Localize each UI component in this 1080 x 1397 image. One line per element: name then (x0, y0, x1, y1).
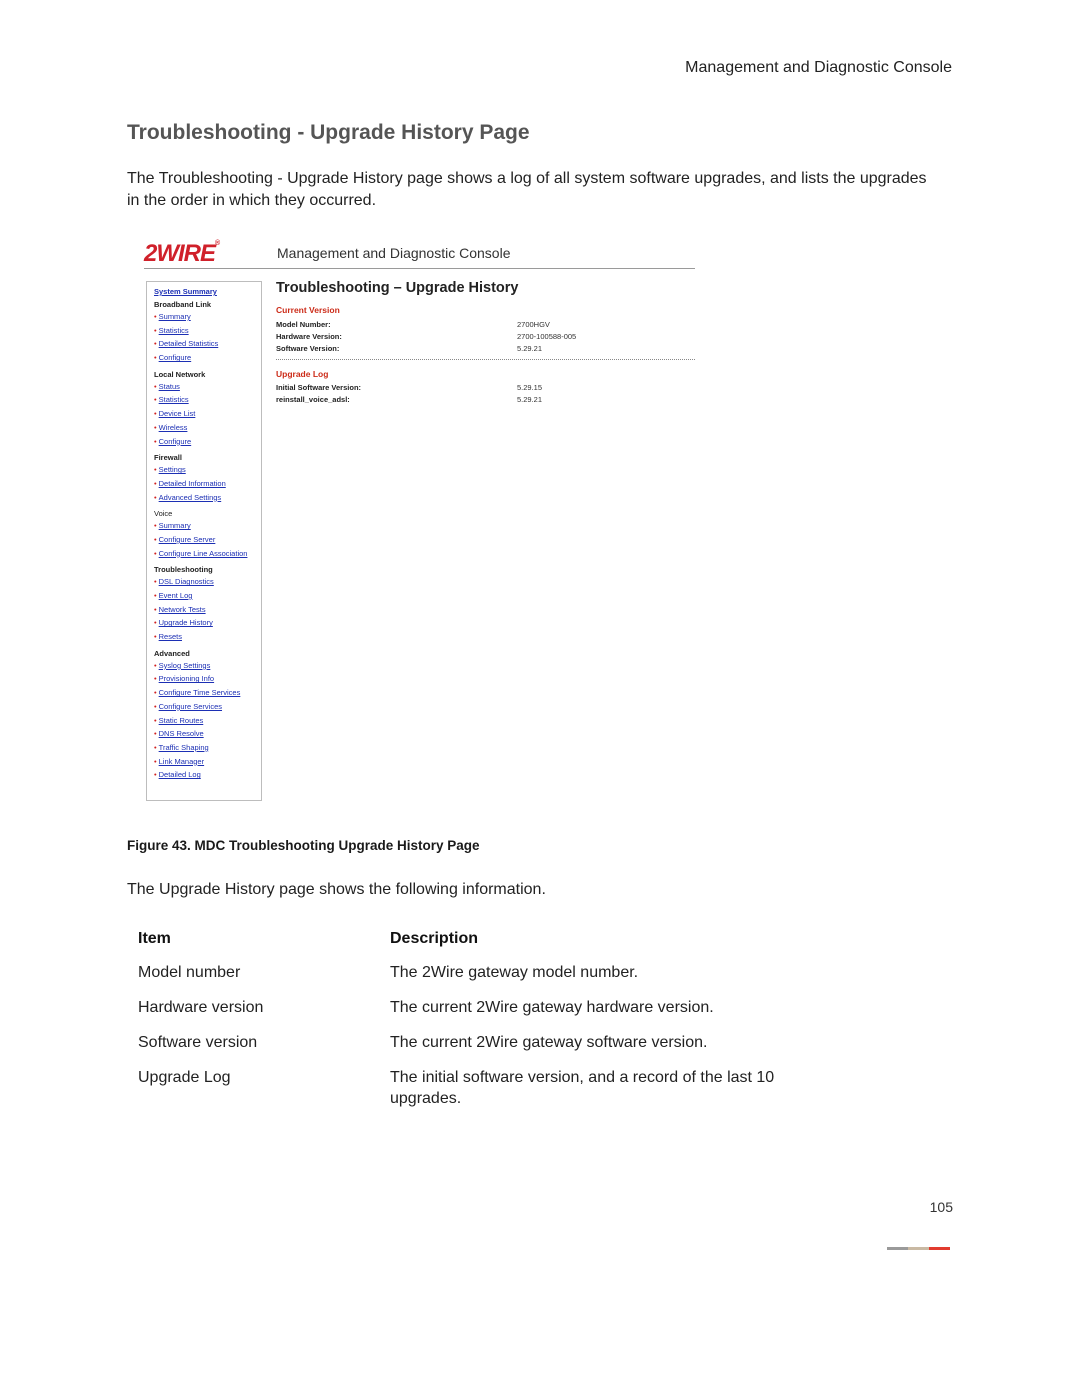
sidebar-link-label: Detailed Log (158, 770, 201, 780)
sidebar-link[interactable] (154, 533, 261, 547)
bullet-icon: • (154, 325, 157, 335)
intro-paragraph: The Troubleshooting - Upgrade History page shows a log of all system software upgrades, and lists the upgrades in the order in which they occurred. (127, 170, 927, 209)
bullet-icon: • (154, 591, 157, 600)
bullet-icon: • (154, 729, 157, 739)
page-number: 105 (929, 1199, 953, 1215)
model-number-value: 2700HGV (517, 320, 550, 329)
hardware-version-label: Hardware Version: (276, 332, 342, 341)
bullet-icon: • (154, 339, 157, 349)
sidebar-link[interactable] (154, 727, 261, 741)
console-title: Management and Diagnostic Console (277, 245, 511, 261)
sidebar-group-heading: Local Network (154, 369, 206, 379)
bullet-icon: • (154, 353, 157, 363)
sidebar-link-label: Traffic Shaping (158, 742, 209, 752)
sidebar-link-label: Configure Services (158, 701, 223, 711)
sidebar-link-label: Configure (158, 436, 192, 446)
bullet-icon: • (154, 770, 157, 780)
bullet-icon: • (154, 534, 157, 544)
reinstall-value: 5.29.21 (517, 395, 543, 404)
footer-color-bar (887, 1247, 950, 1250)
sidebar-group-heading: Broadband Link (154, 300, 212, 309)
sidebar-group (154, 509, 261, 560)
bullet-icon: • (154, 381, 157, 391)
sidebar-link[interactable] (154, 324, 261, 338)
sidebar-link-label: Configure Line Association (158, 548, 248, 558)
sidebar-group (154, 565, 261, 643)
info-table (130, 930, 830, 1123)
sidebar-link-label: Configure Time Services (158, 688, 241, 698)
row-description: The current 2Wire gateway hardware version. (390, 999, 714, 1016)
page-title: Troubleshooting - Upgrade History Page (127, 121, 530, 144)
sidebar-link-label: Detailed Information (158, 478, 226, 488)
sidebar-link-label: Provisioning Info (158, 674, 215, 684)
bullet-icon: • (154, 521, 157, 531)
header-divider (144, 268, 695, 269)
sidebar-link-label: Static Routes (158, 715, 204, 725)
sidebar-link-label: Wireless (158, 422, 188, 432)
bullet-icon: • (154, 465, 157, 475)
row-description: The initial software version, and a record of the last 10 upgrades. (390, 1069, 775, 1107)
upgrade-log-heading: Upgrade Log (276, 369, 329, 379)
sidebar-link[interactable] (154, 421, 261, 435)
software-version-label: Software Version: (276, 344, 340, 353)
sidebar-group (154, 649, 261, 782)
software-version-value: 5.29.21 (517, 344, 543, 353)
bullet-icon: • (154, 742, 157, 752)
sidebar-link[interactable] (154, 616, 261, 630)
sidebar-nav (146, 281, 262, 801)
bullet-icon: • (154, 478, 157, 488)
bullet-icon: • (154, 715, 157, 725)
sidebar-link[interactable] (154, 700, 261, 714)
sidebar-link[interactable] (154, 393, 261, 407)
sidebar-group-heading: Advanced (154, 648, 190, 658)
sidebar-link[interactable] (154, 714, 261, 728)
initial-software-label: Initial Software Version: (276, 383, 362, 392)
sidebar-link-label: Configure (158, 353, 192, 363)
info-paragraph: The Upgrade History page shows the following information. (127, 881, 546, 898)
figure-caption: Figure 43. MDC Troubleshooting Upgrade History Page (127, 838, 480, 853)
row-item: Model number (138, 964, 241, 981)
sidebar-link[interactable] (154, 659, 261, 673)
footer-bar-seg-1 (887, 1247, 908, 1250)
footer-bar-seg-2 (908, 1247, 929, 1250)
bullet-icon: • (154, 604, 157, 614)
initial-software-value: 5.29.15 (517, 383, 543, 392)
sidebar-link-label: Syslog Settings (158, 660, 211, 670)
sidebar-link[interactable] (154, 630, 261, 644)
reinstall-label: reinstall_voice_adsl: (276, 395, 350, 404)
sidebar-group (154, 370, 261, 448)
bullet-icon: • (154, 409, 157, 419)
bullet-icon: • (154, 618, 157, 628)
row-item: Upgrade Log (138, 1069, 231, 1086)
sidebar-group-heading: Troubleshooting (154, 565, 213, 575)
bullet-icon: • (154, 632, 157, 642)
sidebar-link-label: Statistics (158, 325, 189, 335)
bullet-icon: • (154, 688, 157, 698)
hardware-version-value: 2700-100588-005 (517, 332, 577, 341)
current-version-heading: Current Version (276, 305, 340, 315)
sidebar-link-label: Statistics (158, 395, 189, 405)
sidebar-group-heading: Voice (154, 509, 173, 519)
sidebar-link[interactable] (154, 686, 261, 700)
header-item: Item (138, 930, 171, 947)
sidebar-link[interactable] (154, 547, 261, 561)
sidebar-link[interactable] (154, 337, 261, 351)
sidebar-link-label: DNS Resolve (158, 729, 204, 739)
sidebar-link[interactable] (154, 603, 261, 617)
bullet-icon: • (154, 577, 157, 587)
table-header-row (130, 930, 830, 962)
bullet-icon: • (154, 492, 157, 502)
sidebar-link[interactable] (154, 380, 261, 394)
sidebar-link-label: Status (158, 381, 180, 391)
sidebar-link-label: Network Tests (158, 604, 206, 614)
sidebar-link-label: Event Log (158, 591, 193, 600)
row-item: Software version (138, 1034, 258, 1051)
sidebar-link-label: Summary (158, 312, 191, 321)
row-description: The 2Wire gateway model number. (390, 964, 639, 981)
sidebar-link-label: Summary (158, 521, 191, 531)
bullet-icon: • (154, 756, 157, 766)
sidebar-link[interactable] (154, 435, 261, 449)
row-description: The current 2Wire gateway software version. (390, 1034, 708, 1051)
mdc-screenshot (140, 236, 700, 808)
sidebar-link[interactable] (154, 768, 261, 782)
bullet-icon: • (154, 660, 157, 670)
sidebar-link-label: Configure Server (158, 534, 216, 544)
mdc-page-title: Troubleshooting – Upgrade History (276, 280, 519, 296)
table-row (130, 1032, 830, 1067)
sidebar-link-label: Device List (158, 409, 196, 419)
sidebar-link[interactable] (154, 755, 261, 769)
sidebar-link-label: Advanced Settings (158, 492, 222, 502)
sidebar-link-label: Upgrade History (158, 618, 213, 628)
sidebar-link-label: DSL Diagnostics (158, 577, 214, 587)
sidebar-link[interactable] (154, 463, 261, 477)
sidebar-link[interactable] (154, 741, 261, 755)
dotted-divider (276, 359, 695, 360)
sidebar-link-label: Link Manager (158, 756, 205, 766)
sidebar-link[interactable] (154, 477, 261, 491)
sidebar-link-label: Detailed Statistics (158, 339, 219, 349)
table-row (130, 997, 830, 1032)
model-number-label: Model Number: (276, 320, 331, 329)
sidebar-link[interactable] (154, 575, 261, 589)
bullet-icon: • (154, 674, 157, 684)
sidebar-link-label: Resets (158, 632, 182, 642)
running-header: Management and Diagnostic Console (685, 59, 952, 76)
sidebar-link-label: Settings (158, 465, 186, 475)
sidebar-group (154, 300, 261, 365)
bullet-icon: • (154, 436, 157, 446)
sidebar-group (154, 453, 261, 504)
table-row (130, 1067, 830, 1123)
sidebar-link[interactable] (154, 589, 261, 603)
table-row (130, 962, 830, 997)
bullet-icon: • (154, 312, 157, 321)
2wire-logo: 2WIRE® (144, 240, 220, 267)
sidebar-link[interactable] (154, 407, 261, 421)
header-description: Description (390, 930, 479, 947)
bullet-icon: • (154, 395, 157, 405)
bullet-icon: • (154, 422, 157, 432)
sidebar-link[interactable] (154, 310, 261, 324)
sidebar-link[interactable] (154, 519, 261, 533)
sidebar-link-system-summary[interactable]: System Summary (154, 287, 217, 296)
sidebar-link[interactable] (154, 672, 261, 686)
sidebar-group-heading: Firewall (154, 453, 182, 463)
bullet-icon: • (154, 701, 157, 711)
bullet-icon: • (154, 548, 157, 558)
sidebar-link[interactable] (154, 351, 261, 365)
sidebar-link[interactable] (154, 491, 261, 505)
row-item: Hardware version (138, 999, 264, 1016)
footer-bar-seg-3 (929, 1247, 950, 1250)
